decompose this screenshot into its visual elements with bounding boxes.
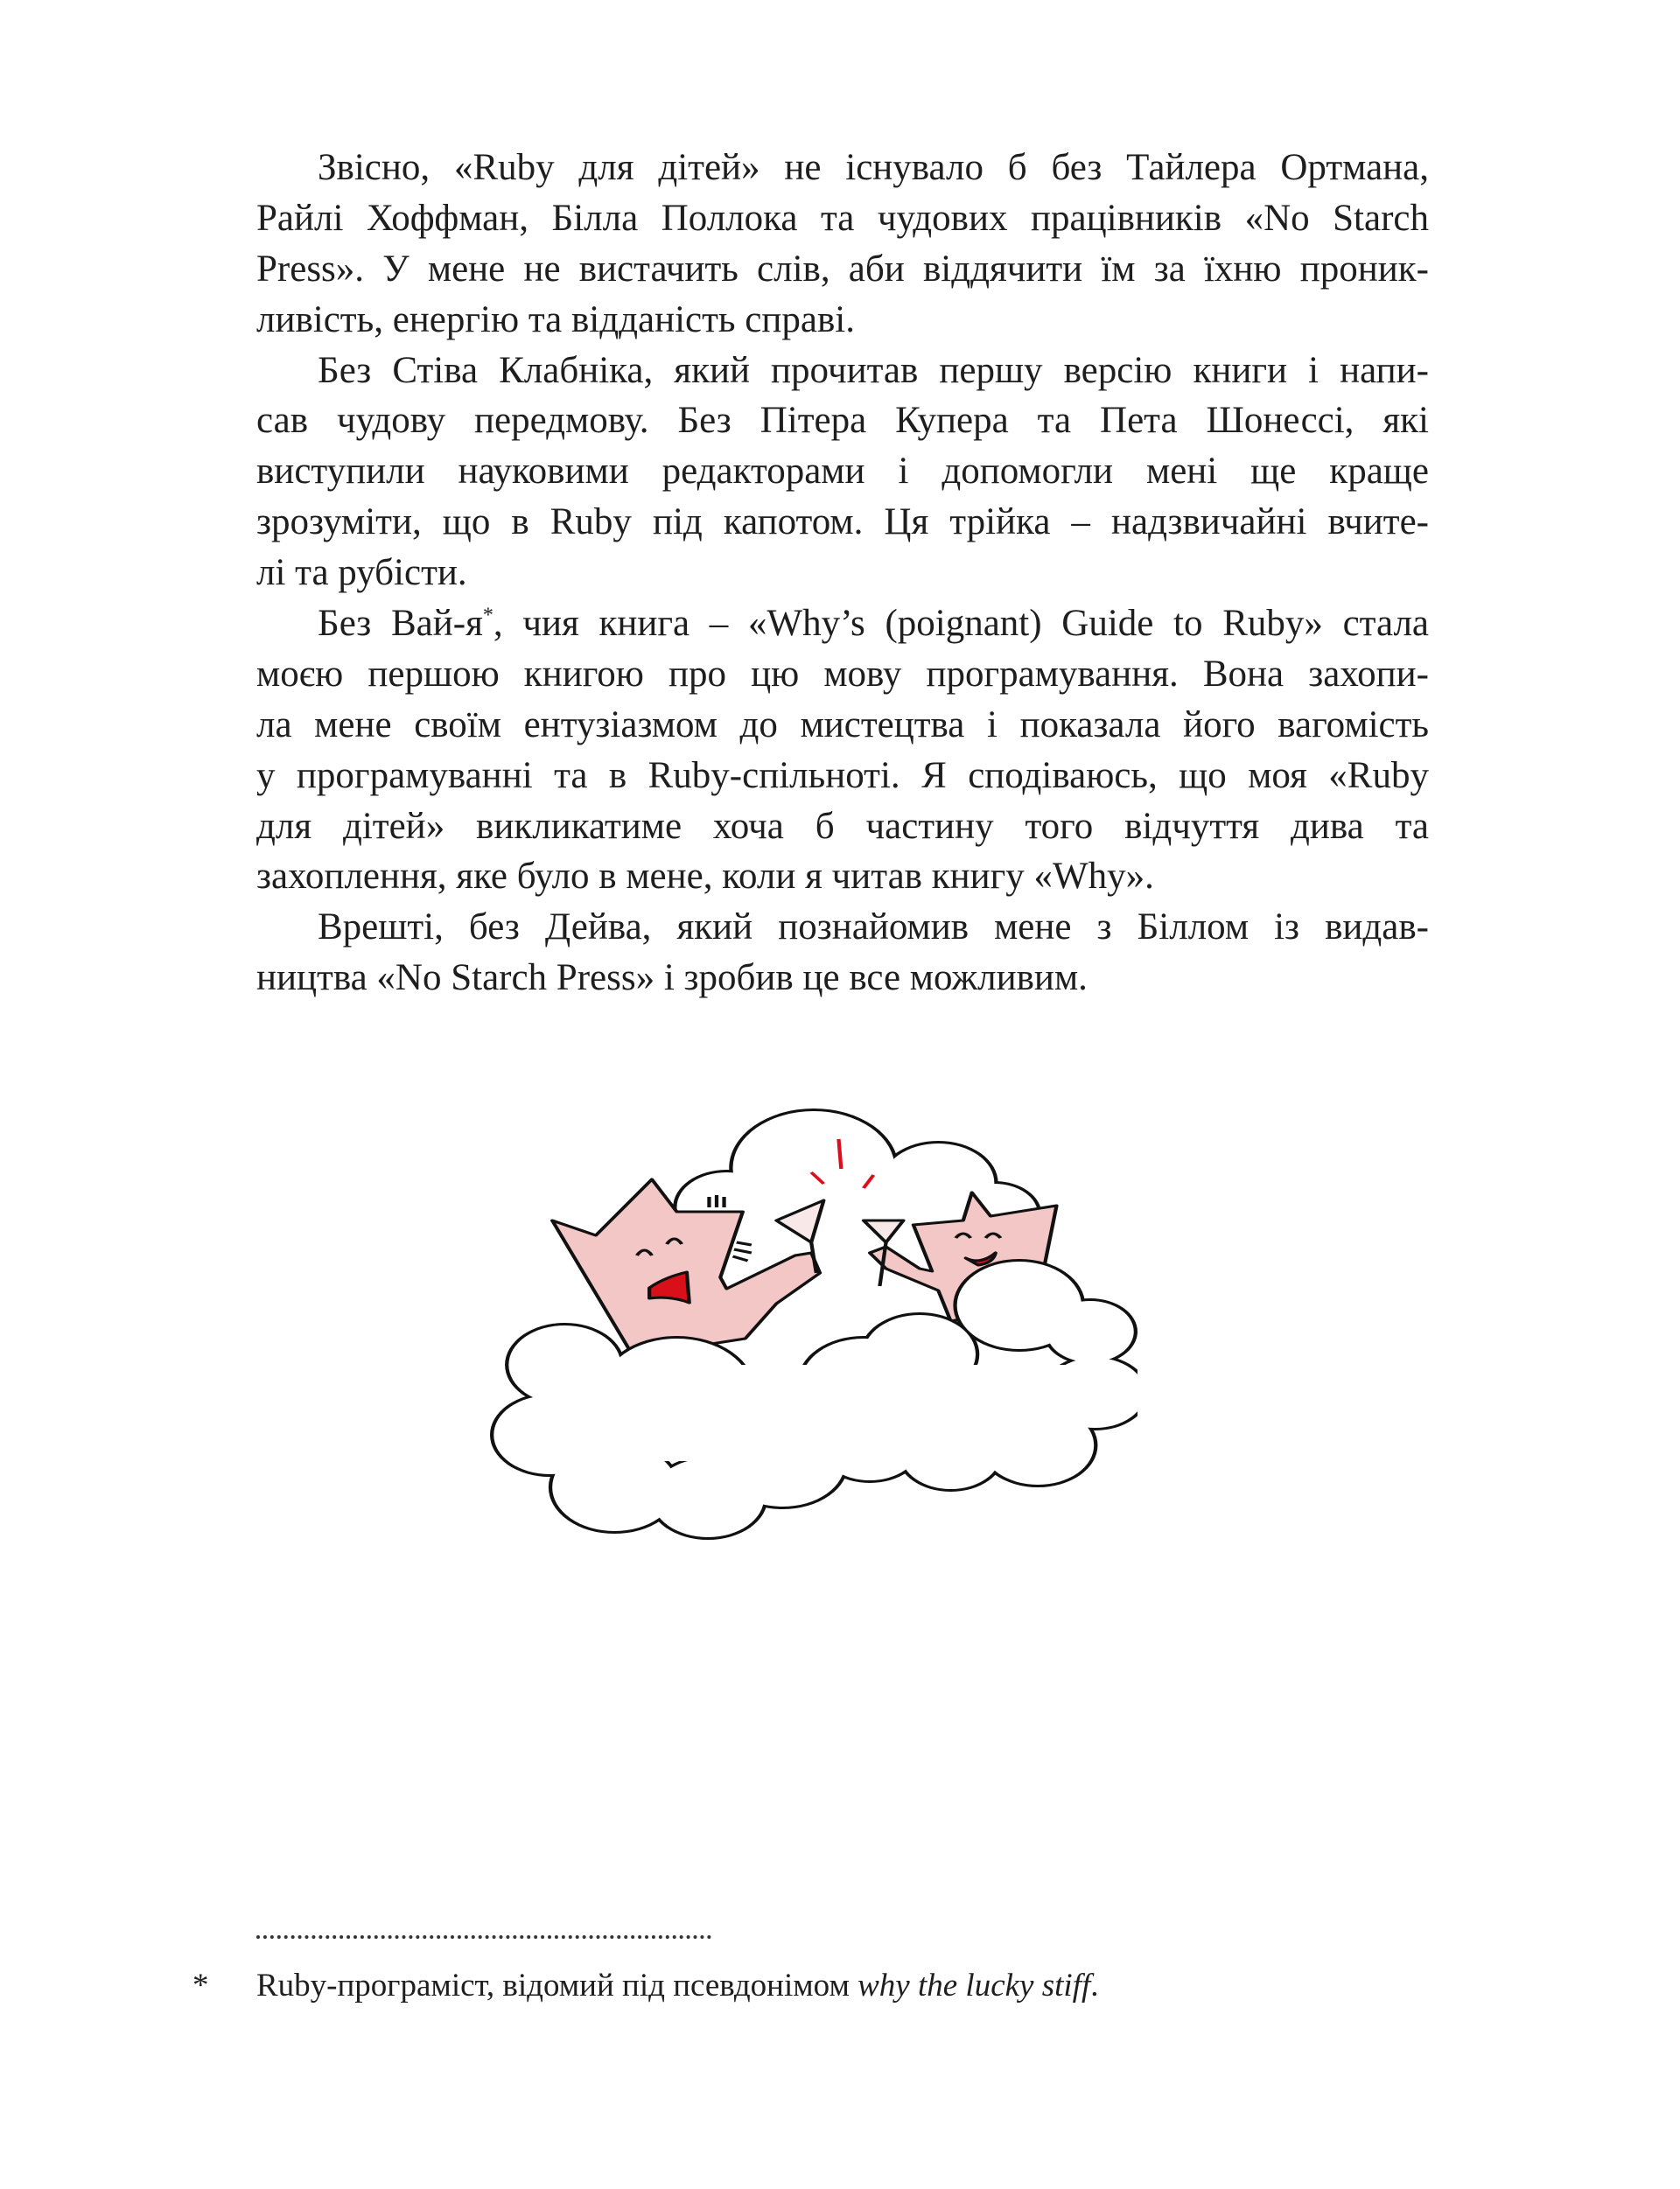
- text-line: Без Стіва Клабніка, який прочитав першу версію книги і напи-: [318, 349, 1429, 391]
- paragraph-1: [256, 143, 1429, 346]
- text-line: Звісно, «Ruby для дітей» не існувало б без Тайлера Ортмана,: [318, 147, 1429, 188]
- text-line: зрозуміти, що в Ruby під капотом. Ця трійка – надзвичайні вчите-: [256, 501, 1429, 543]
- text-line: ливість, енергію та відданість справі.: [256, 298, 855, 340]
- footnote-separator: [256, 1935, 711, 1939]
- footnote-reference[interactable]: *: [482, 604, 494, 627]
- text-line: ництва «No Starch Press» і зробив це все можливим.: [256, 957, 1088, 999]
- text-line: моєю першою книгою про цю мову програмування. Вона захопи-: [256, 653, 1429, 695]
- text-segment: , чия книга – «Why’s (poignant) Guide to Ruby» стала: [493, 603, 1429, 645]
- text-line: ла мене своїм ентузіазмом до мистецтва і показала його вагомість: [256, 703, 1429, 745]
- acknowledgements-text: [256, 143, 1429, 1004]
- text-line: Райлі Хоффман, Білла Поллока та чудових працівників «No Starch: [256, 197, 1429, 239]
- footnote-mark: *: [192, 1968, 209, 2004]
- text-line: у програмуванні та в Ruby-спільноті. Я сподіваюсь, що моя «Ruby: [256, 754, 1429, 796]
- footnote-end: .: [1090, 1968, 1099, 2004]
- paragraph-2: [256, 346, 1429, 598]
- paragraph-4: [256, 902, 1429, 1004]
- front-cloud: [490, 1259, 1138, 1540]
- text-line: захоплення, яке було в мене, коли я читав книгу «Why».: [256, 856, 1154, 898]
- text-segment: Без Вай-я: [318, 603, 483, 645]
- text-line: лі та рубісти.: [256, 552, 467, 594]
- text-line: [256, 598, 1429, 649]
- text-line: виступили науковими редакторами і допомогли мені ще краще: [256, 451, 1429, 493]
- footnote-pseudonym: why the lucky stiff: [858, 1968, 1091, 2004]
- footnote-text: Ruby-програміст, відомий під псевдонімом: [256, 1968, 858, 2004]
- cats-on-cloud-illustration: [490, 1102, 1138, 1540]
- text-line: Press». У мене не вистачить слів, аби віддячити їм за їхню проник-: [256, 248, 1429, 290]
- text-line: для дітей» викликатиме хоча б частину того відчуття дива та: [256, 805, 1429, 847]
- text-line: сав чудову передмову. Без Пітера Купера та Пета Шонессі, які: [256, 400, 1429, 442]
- text-line: Врешті, без Дейва, який познайомив мене з Біллом із видав-: [318, 906, 1429, 948]
- paragraph-3: [256, 598, 1429, 902]
- footnote: [192, 1964, 1099, 2008]
